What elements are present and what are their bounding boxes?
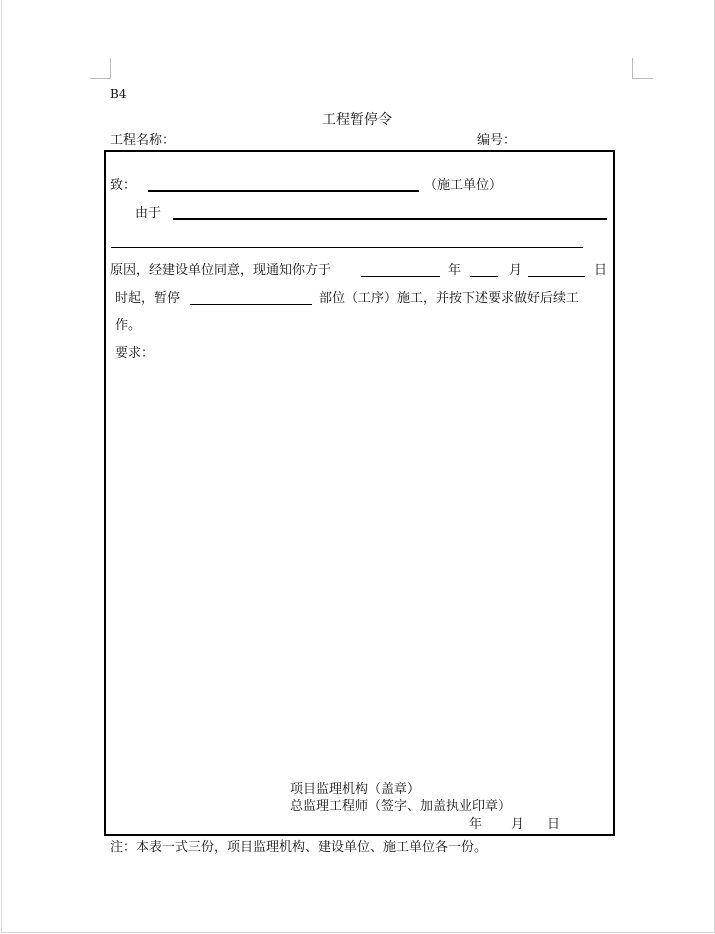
- footer-note: 注：本表一式三份，项目监理机构、建设单位、施工单位各一份。: [110, 840, 488, 855]
- to-contractor-field[interactable]: [148, 190, 419, 192]
- project-name-label: 工程名称：: [110, 133, 176, 148]
- day-field[interactable]: [528, 276, 585, 277]
- paused-part-field[interactable]: [190, 304, 312, 305]
- reason-text: 原因，经建设单位同意，现通知你方于: [110, 263, 332, 278]
- supervision-org-label: 项目监理机构（盖章）: [290, 782, 421, 797]
- sign-month-label: 月: [511, 817, 525, 832]
- form-title: 工程暂停令: [322, 112, 392, 128]
- page-corner-mark-right: [632, 58, 653, 79]
- day-label: 日: [594, 263, 608, 278]
- year-label: 年: [448, 263, 462, 278]
- to-suffix: （施工单位）: [424, 178, 503, 193]
- sign-year-label: 年: [469, 817, 483, 832]
- reason-field[interactable]: [173, 218, 607, 220]
- work-end-text: 作。: [115, 318, 142, 333]
- due-to-label: 由于: [135, 206, 162, 221]
- month-field[interactable]: [470, 276, 498, 277]
- form-code: B4: [110, 87, 127, 101]
- sign-day-label: 日: [547, 817, 561, 832]
- part-text: 部位（工序）施工，并按下述要求做好后续工: [319, 291, 580, 306]
- number-label: 编号：: [477, 133, 517, 148]
- year-field[interactable]: [361, 276, 440, 277]
- chief-engineer-label: 总监理工程师（签字、加盖执业印章）: [290, 799, 512, 814]
- reason-field-continuation[interactable]: [111, 247, 583, 248]
- requirements-label: 要求：: [115, 346, 155, 361]
- from-label: 时起，暂停: [115, 291, 181, 306]
- document-page: [1, 0, 715, 933]
- form-box: [104, 150, 615, 836]
- page-corner-mark-left: [90, 58, 111, 79]
- month-label: 月: [509, 263, 523, 278]
- to-label: 致：: [110, 178, 137, 193]
